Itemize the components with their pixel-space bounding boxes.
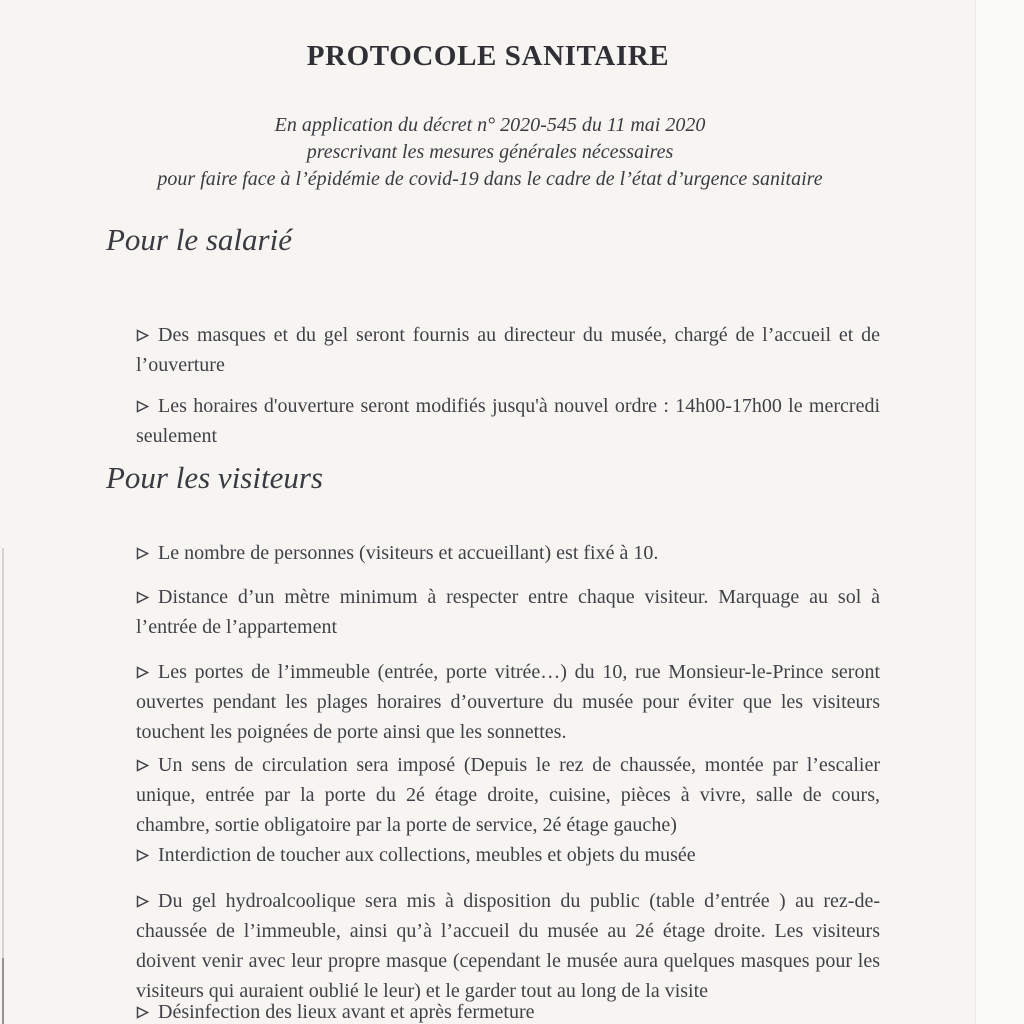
- arrowhead-bullet-icon: [136, 666, 149, 679]
- bullet-text: Les horaires d'ouverture seront modifiés jusqu'à nouvel ordre : 14h00-17h00 le mercredi seulement: [136, 395, 880, 447]
- subtitle-line: pour faire face à l’épidémie de covid-19 dans le cadre de l’état d’urgence sanitaire: [157, 168, 823, 190]
- bullet-item: [136, 320, 880, 380]
- scan-right-edge: [975, 0, 1024, 1024]
- bullet-item: [136, 840, 880, 870]
- document-title: PROTOCOLE SANITAIRE: [306, 40, 670, 72]
- scan-left-edge-line-dark: [2, 958, 4, 1024]
- arrowhead-bullet-icon: [136, 400, 149, 413]
- subtitle-line: En application du décret n° 2020-545 du 11 mai 2020: [274, 114, 706, 136]
- bullet-text: Un sens de circulation sera imposé (Depuis le rez de chaussée, montée par l’escalier unique, entrée par la porte du 2é étage droite, cuisine, pièces à vivre, salle de cours, chambre, sortie obligatoire par la porte de service, 2é étage gauche): [136, 754, 880, 836]
- bullet-text: Des masques et du gel seront fournis au directeur du musée, chargé de l’accueil et de l’ouverture: [136, 324, 880, 376]
- arrowhead-bullet-icon: [136, 1006, 149, 1019]
- bullet-item: [136, 997, 880, 1024]
- bullet-item: [136, 657, 880, 747]
- document-subtitle: [60, 112, 920, 193]
- bullet-text: Les portes de l’immeuble (entrée, porte vitrée…) du 10, rue Monsieur-le-Prince seront ouvertes pendant les plages horaires d’ouverture du musée pour éviter que les visiteurs touchent les poignées de porte ainsi que les sonnettes.: [136, 661, 880, 743]
- arrowhead-bullet-icon: [136, 895, 149, 908]
- bullet-text: Du gel hydroalcoolique sera mis à disposition du public (table d’entrée ) au rez-de-chaussée de l’immeuble, ainsi qu’à l’accueil du musée au 2é étage droite. Les visiteurs doivent venir avec leur propre masque (cependant le musée aura quelques masques pour les visiteurs qui auraient oublié le leur) et le garder tout au long de la visite: [136, 890, 880, 1002]
- arrowhead-bullet-icon: [136, 591, 149, 604]
- arrowhead-bullet-icon: [136, 547, 149, 560]
- bullet-text: Interdiction de toucher aux collections, meubles et objets du musée: [158, 844, 696, 866]
- bullet-item: [136, 582, 880, 642]
- bullet-item: [136, 750, 880, 840]
- arrowhead-bullet-icon: [136, 759, 149, 772]
- bullet-text: Distance d’un mètre minimum à respecter entre chaque visiteur. Marquage au sol à l’entrée de l’appartement: [136, 586, 880, 638]
- bullet-text: Le nombre de personnes (visiteurs et accueillant) est fixé à 10.: [158, 542, 659, 564]
- subtitle-line: prescrivant les mesures générales nécessaires: [306, 141, 674, 163]
- arrowhead-bullet-icon: [136, 849, 149, 862]
- section-heading-salarie: Pour le salarié: [106, 222, 292, 257]
- arrowhead-bullet-icon: [136, 329, 149, 342]
- bullet-item: [136, 391, 880, 451]
- scan-left-edge-line: [2, 548, 4, 1024]
- bullet-item: [136, 886, 880, 1006]
- section-heading-visiteurs: Pour les visiteurs: [106, 460, 323, 495]
- bullet-text: Désinfection des lieux avant et après fermeture: [158, 1001, 535, 1023]
- bullet-item: [136, 538, 880, 568]
